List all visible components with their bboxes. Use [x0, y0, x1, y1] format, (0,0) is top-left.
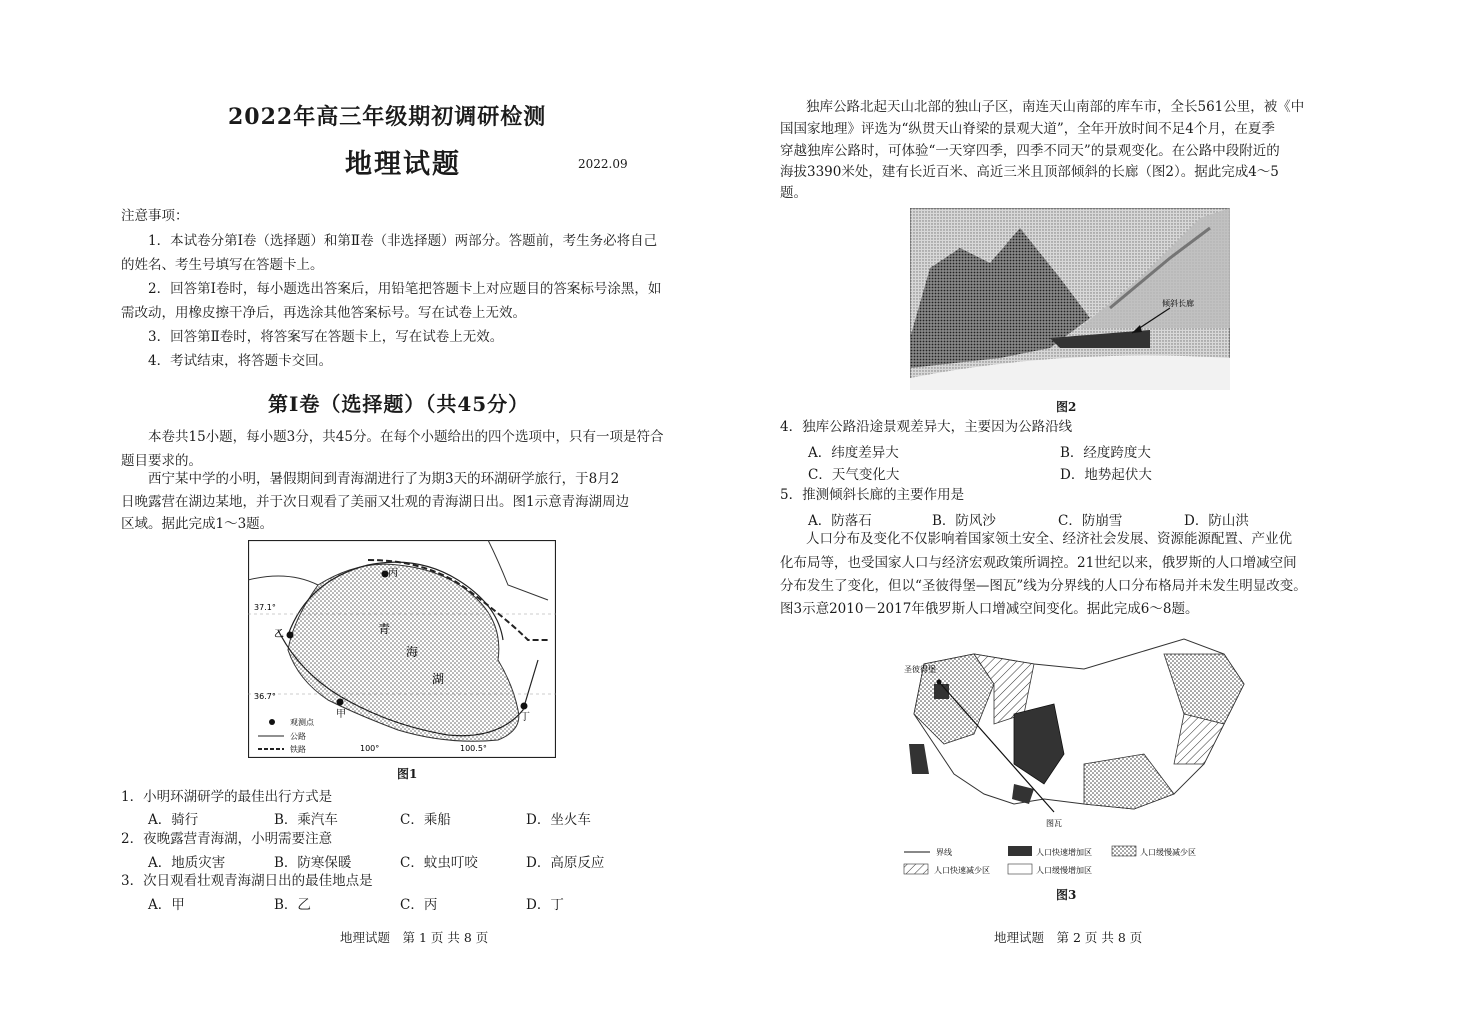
- legend-fast-decrease-symbol: [904, 864, 928, 874]
- notice-line: 的姓名、考生号填写在答题卡上。: [121, 257, 324, 273]
- legend-road: 公路: [290, 732, 306, 741]
- city-label-spb: 圣彼得堡: [904, 665, 936, 674]
- legend-slow-increase: 人口缓慢增加区: [1036, 866, 1092, 875]
- figure-2-caption: 图2: [1056, 400, 1077, 414]
- question-2-option-c: C．蚊虫叮咬: [400, 855, 478, 871]
- photo-label: 倾斜长廊: [1162, 299, 1194, 308]
- russia-population-map: [884, 624, 1264, 882]
- legend-fast-decrease: 人口快速减少区: [934, 866, 990, 875]
- question-5-option-a: A．防落石: [808, 513, 872, 529]
- section-intro: 本卷共15小题，每小题3分，共45分。在每个小题给出的四个选项中，只有一项是符合: [148, 429, 664, 445]
- section-intro: 题目要求的。: [121, 453, 202, 469]
- legend-boundary: 界线: [936, 848, 952, 857]
- question-1-option-c: C．乘船: [400, 812, 451, 828]
- passage-line: 题。: [780, 185, 807, 201]
- passage-line: 人口分布及变化不仅影响着国家领土安全、经济社会发展、资源能源配置、产业优: [806, 531, 1292, 547]
- question-5-stem: 5．推测倾斜长廊的主要作用是: [780, 487, 965, 503]
- lake-label: 海: [406, 645, 419, 659]
- question-5-option-b: B．防风沙: [932, 513, 996, 529]
- passage-line: 日晚露营在湖边某地，并于次日观看了美丽又壮观的青海湖日出。图1示意青海湖周边: [121, 494, 630, 510]
- page-1-footer: 地理试题 第 1 页 共 8 页: [340, 930, 489, 945]
- lat-label-bottom: 36.7°: [254, 692, 276, 701]
- notice-line: 4．考试结束，将答题卡交回。: [148, 353, 333, 369]
- lake-label: 湖: [432, 672, 445, 686]
- question-2-stem: 2．夜晚露营青海湖，小明需要注意: [121, 831, 333, 847]
- question-3-option-b: B．乙: [274, 897, 311, 913]
- page-2: [734, 0, 1468, 1020]
- lon-label-right: 100.5°: [460, 744, 487, 753]
- qinghai-lake-map: [248, 540, 556, 758]
- legend-fast-increase: 人口快速增加区: [1036, 848, 1092, 857]
- figure-3-caption: 图3: [1056, 888, 1077, 902]
- point-jia: [337, 699, 344, 706]
- lon-label-left: 100°: [360, 744, 380, 753]
- legend-slow-decrease-symbol: [1112, 846, 1136, 856]
- lat-label-top: 37.1°: [254, 603, 276, 612]
- passage-line: 西宁某中学的小明，暑假期间到青海湖进行了为期3天的环湖研学旅行，于8月2: [148, 471, 620, 487]
- passage-line: 海拔3390米处，建有长近百米、高近三米且顶部倾斜的长廊（图2）。据此完成4～5: [780, 164, 1279, 180]
- question-5-option-c: C．防崩雪: [1058, 513, 1123, 529]
- city-label-tuva: 图瓦: [1046, 819, 1062, 828]
- notice-line: 1．本试卷分第Ⅰ卷（选择题）和第Ⅱ卷（非选择题）两部分。答题前，考生务必将自己: [148, 233, 658, 249]
- legend-slow-increase-symbol: [1008, 864, 1032, 874]
- label-ding: 丁: [520, 712, 530, 723]
- question-3-option-d: D．丁: [526, 897, 564, 913]
- question-5-option-d: D．防山洪: [1184, 513, 1249, 529]
- question-1-stem: 1．小明环湖研学的最佳出行方式是: [121, 789, 333, 805]
- lake-label: 青: [378, 622, 391, 636]
- question-2-option-b: B．防寒保暖: [274, 855, 352, 871]
- question-2-option-d: D．高原反应: [526, 855, 605, 871]
- subject-title: 地理试题: [345, 149, 461, 180]
- question-1-option-a: A．骑行: [148, 812, 199, 828]
- section-title: 第Ⅰ卷（选择题）（共45分）: [268, 392, 530, 416]
- notice-line: 2．回答第Ⅰ卷时，每小题选出答案后，用铅笔把答题卡上对应题目的答案标号涂黑，如: [148, 281, 662, 297]
- notice-line: 需改动，用橡皮擦干净后，再选涂其他答案标号。写在试卷上无效。: [121, 305, 526, 321]
- question-3-option-a: A．甲: [148, 897, 185, 913]
- notice-line: 3．回答第Ⅱ卷时，将答案写在答题卡上，写在试卷上无效。: [148, 329, 504, 345]
- figure-1-caption: 图1: [397, 767, 418, 781]
- passage-line: 独库公路北起天山北部的独山子区，南连天山南部的库车市，全长561公里，被《中: [806, 99, 1305, 115]
- legend-point-symbol: [269, 719, 275, 725]
- question-4-option-b: B．经度跨度大: [1060, 445, 1151, 461]
- passage-line: 区域。据此完成1～3题。: [121, 516, 274, 532]
- label-yi: 乙: [274, 629, 284, 640]
- legend-slow-decrease: 人口缓慢减少区: [1140, 848, 1196, 857]
- question-4-option-d: D．地势起伏大: [1060, 467, 1152, 483]
- point-ding: [521, 703, 528, 710]
- question-3-stem: 3．次日观看壮观青海湖日出的最佳地点是: [121, 873, 373, 889]
- question-4-option-a: A．纬度差异大: [808, 445, 899, 461]
- legend-railway: 铁路: [290, 745, 306, 754]
- passage-line: 化布局等，也受国家人口与经济宏观政策所调控。21世纪以来，俄罗斯的人口增减空间: [780, 555, 1297, 571]
- passage-line: 穿越独库公路时，可体验“一天穿四季，四季不同天”的景观变化。在公路中段附近的: [780, 143, 1280, 159]
- legend-observation: 观测点: [290, 718, 314, 727]
- question-4-stem: 4．独库公路沿途景观差异大，主要因为公路沿线: [780, 419, 1073, 435]
- exam-date: 2022.09: [578, 157, 628, 171]
- point-yi: [287, 632, 294, 639]
- passage-line: 国国家地理》评选为“纵贯天山脊梁的景观大道”，全年开放时间不足4个月，在夏季: [780, 121, 1275, 137]
- passage-line: 图3示意2010－2017年俄罗斯人口增减空间变化。据此完成6～8题。: [780, 601, 1199, 617]
- question-1-option-b: B．乘汽车: [274, 812, 338, 828]
- label-bing: 丙: [388, 568, 398, 579]
- question-1-option-d: D．坐火车: [526, 812, 591, 828]
- notice-heading: 注意事项：: [121, 208, 189, 224]
- label-jia: 甲: [336, 709, 346, 720]
- corridor-photo: [910, 208, 1230, 390]
- question-3-option-c: C．丙: [400, 897, 438, 913]
- question-2-option-a: A．地质灾害: [148, 855, 226, 871]
- passage-line: 分布发生了变化，但以“圣彼得堡—图瓦”线为分界线的人口分布格局并未发生明显改变。: [780, 578, 1307, 594]
- region-fast-increase: [909, 744, 929, 774]
- spb-marker: [937, 680, 942, 685]
- exam-title: 2022年高三年级期初调研检测: [228, 104, 547, 130]
- legend-fast-increase-symbol: [1008, 846, 1032, 856]
- question-4-option-c: C．天气变化大: [808, 467, 900, 483]
- page-2-footer: 地理试题 第 2 页 共 8 页: [994, 930, 1143, 945]
